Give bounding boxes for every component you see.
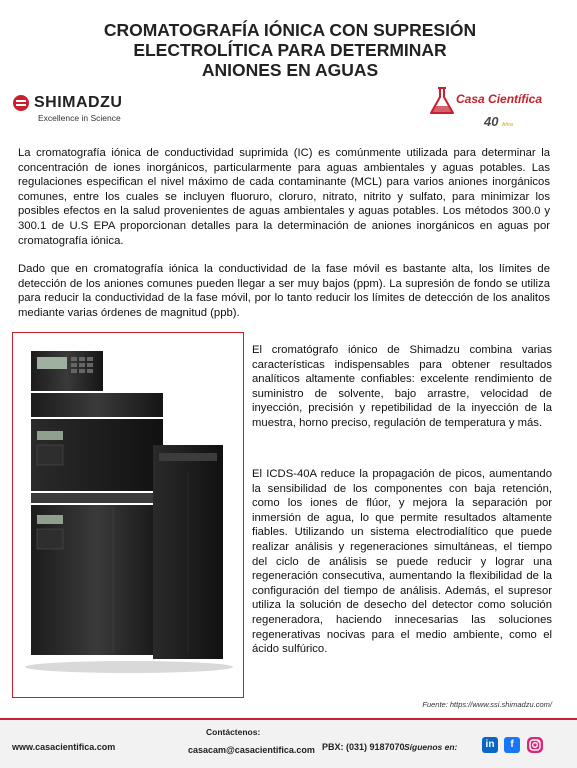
contact-label: Contáctenos: [206, 727, 261, 737]
title-line-3: ANIONES EN AGUAS [201, 60, 379, 80]
shimadzu-mark-icon [12, 94, 30, 112]
page-title [40, 20, 540, 80]
title-line-2: ELECTROLÍTICA PARA DETERMINAR [133, 40, 447, 60]
anniversary-label: Años [502, 122, 514, 128]
instagram-icon[interactable] [527, 737, 543, 753]
footer-divider [0, 718, 577, 720]
facebook-icon[interactable]: f [504, 737, 520, 753]
shimadzu-features-paragraph: El cromatógrafo iónico de Shimadzu combina varias características indispensables para obtener resultados analíticos altamente confiables: excelente rendimiento de suministro de solvente, bajo arrastre, velocidad de inyección, precisión y repetibilidad de la inyección de la muestra, horno preciso, regulación de temperatura y más. [252, 344, 552, 429]
icds-40a-paragraph: El ICDS-40A reduce la propagación de picos, aumentando la sensibilidad de los componentes con baja retención, como los iones de flúor, y mejora la separación por inmersión de agua, lo que permite resultados altamente fiables. Utilizando un sistema electrodialítico que puede realizar análisis y regeneraciones simultáneas, el tiempo del ciclo de análisis se puede reducir y lograr una regeneración consecutiva, aumentando la flexibilidad de la configuración del tiempo de análisis. Además, el supresor utiliza la solución de desecho del detector como solución regeneradora, haciendo innecesarias las soluciones regenerativas nocivas para el medio ambiente, como el ácido sulfúrico. [252, 468, 552, 656]
ion-chromatograph-image [12, 332, 244, 698]
follow-label: Síguenos en: [404, 742, 458, 752]
email-link[interactable]: casacam@casacientifica.com [188, 745, 315, 755]
linkedin-icon[interactable]: in [482, 737, 498, 753]
phone-number: PBX: (031) 9187070 [322, 742, 405, 752]
source-citation: Fuente: https://www.ssi.shimadzu.com/ [422, 700, 552, 709]
intro-paragraph: La cromatografía iónica de conductividad suprimida (IC) es comúnmente utilizada para determinar la concentración de iones inorgánicos, particularmente para aguas ambientales y aguas potables. Las regulaciones especifican el nivel máximo de cada contaminante (MCL) para varios aniones inorgánicos comunes, entre los cuales se incluyen fluoruro, cloruro, nitrato, nitrito y sulfato, para minimizar los posibles efectos en la salud provenientes de aguas ambientales y aguas potables. Los métodos 300.0 y 300.1 de U.S EPA proporcionan detalles para la determinación de aniones inorgánicos en aguas por cromatografía iónica. [18, 147, 550, 247]
casa-cientifica-logo [426, 84, 576, 136]
casa-cientifica-wordmark: Casa Científica [456, 92, 543, 106]
shimadzu-tagline: Excellence in Science [38, 113, 121, 123]
shimadzu-wordmark: SHIMADZU [34, 94, 123, 111]
website-link[interactable]: www.casacientifica.com [12, 742, 116, 752]
anniversary-number: 40 [484, 114, 499, 129]
instagram-glyph-icon [527, 737, 543, 753]
footer [0, 718, 577, 768]
shimadzu-logo [12, 94, 152, 124]
suppression-paragraph: Dado que en cromatografía iónica la conductividad de la fase móvil es bastante alta, los límites de detección de los aniones comunes pueden llegar a ser muy bajos (ppm). La supresión de fondo se utiliza para reducir la conductividad de la fase móvil, por lo tanto reducir los límites de detección de los analitos mediante varias órdenes de magnitud (ppb). [18, 263, 550, 319]
title-line-1: CROMATOGRAFÍA IÓNICA CON SUPRESIÓN [103, 20, 477, 40]
chromatograph-illustration [13, 333, 244, 698]
flask-icon [428, 86, 456, 116]
